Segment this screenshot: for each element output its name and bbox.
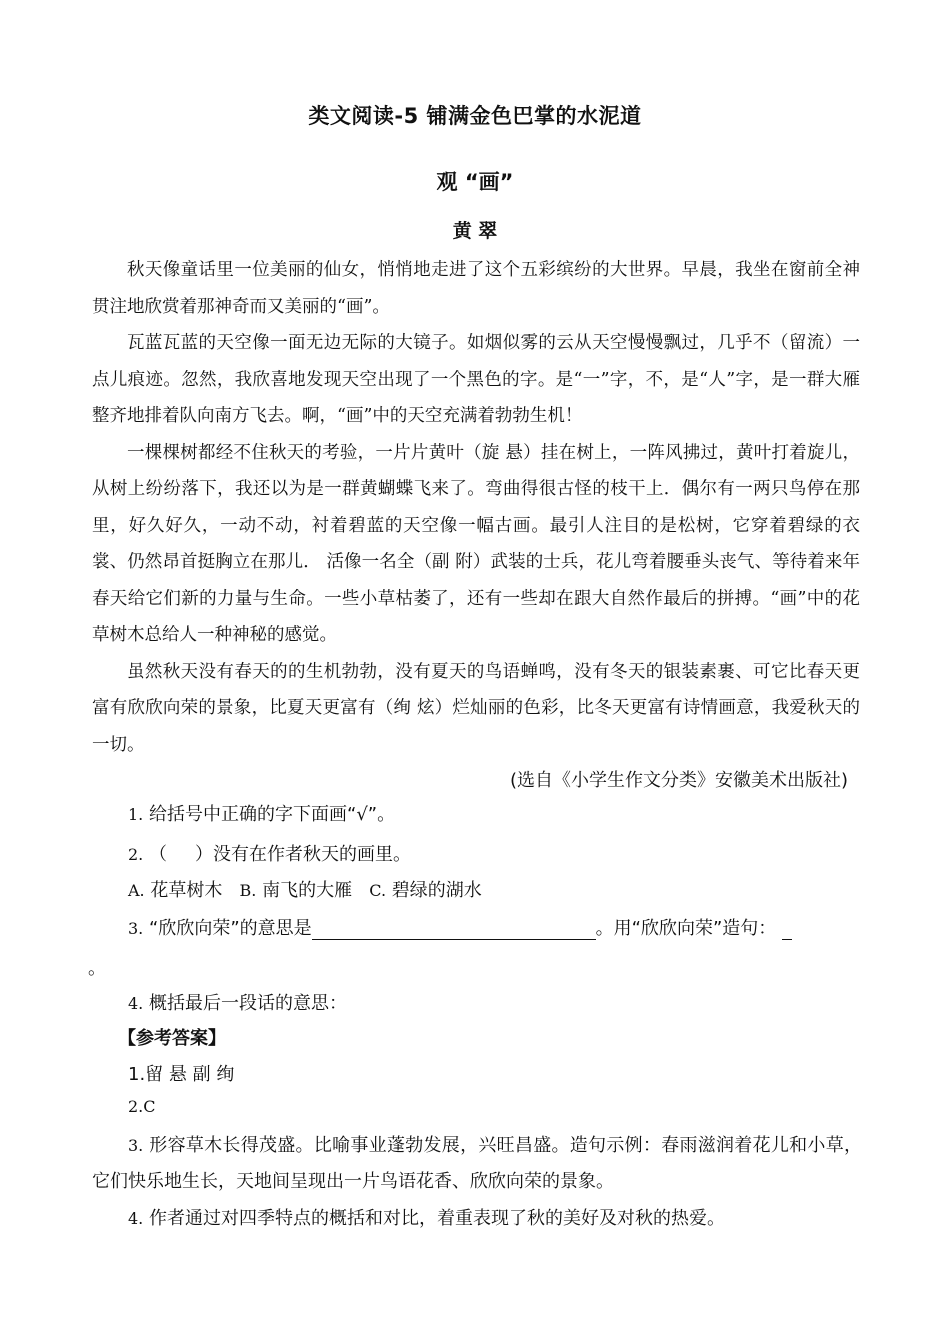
question-text: 给括号中正确的字下面画“√”。 <box>149 804 396 825</box>
option-text: 南飞的大雁 <box>262 880 353 901</box>
answer-blank[interactable] <box>312 918 596 940</box>
answer-text: 形容草木长得茂盛。比喻事业蓬勃发展，兴旺昌盛。造句示例：春雨滋润着花儿和小草，它们快乐地生长，天地间呈现出一片鸟语花香、欣欣向荣的景象。 <box>92 1135 862 1192</box>
option-letter: C. <box>369 881 387 900</box>
article-source: (选自《小学生作文分类》安徽美术出版社) <box>509 770 848 791</box>
article-paragraph: 秋天像童话里一位美丽的仙女，悄悄地走进了这个五彩缤纷的大世界。早晨，我坐在窗前全神贯注地欣赏着那神奇而又美丽的“画”。 <box>92 260 860 317</box>
answer-text: 作者通过对四季特点的概括和对比，着重表现了秋的美好及对秋的热爱。 <box>149 1208 725 1229</box>
question-number: 4. <box>128 994 144 1013</box>
question-3 <box>128 914 792 940</box>
option-text: 花草树木 <box>150 880 223 901</box>
question-number: 3. <box>128 919 144 938</box>
question-2 <box>128 840 411 866</box>
question-text: 。用“欣欣向荣”造句： <box>595 918 777 939</box>
question-number: 1. <box>128 805 144 824</box>
option-text: 碧绿的湖水 <box>391 880 482 901</box>
answer-3 <box>92 1128 862 1200</box>
question-text: “欣欣向荣”的意思是 <box>149 918 312 939</box>
answer-blank[interactable] <box>782 918 792 940</box>
paren-open: （ <box>149 844 167 865</box>
answer-1: 1.留 悬 副 绚 <box>128 1064 235 1085</box>
answer-number: 3. <box>128 1136 144 1155</box>
article-body <box>92 252 860 763</box>
article-paragraph: 一棵棵树都经不住秋天的考验，一片片黄叶（旋 悬）挂在树上，一阵风拂过，黄叶打着旋儿，从树上纷纷落下，我还以为是一群黄蝴蝶飞来了。弯曲得很古怪的枝干上．偶尔有一两只鸟停在那里，好久好久，一动不动，衬着碧蓝的天空像一幅古画。最引人注目的是松树，它穿着碧绿的衣裳、仍然昂首挺胸立在那儿． 活像一名全（副 附）武装的士兵，花儿弯着腰垂头丧气、等待着来年春天给它们新的力量与生命。一些小草枯萎了，还有一些却在跟大自然作最后的拼搏。“画”中的花草树木总给人一种神秘的感觉。 <box>92 442 860 645</box>
answer-4 <box>128 1204 725 1230</box>
answer-2: 2.C <box>128 1097 156 1116</box>
option-letter: A. <box>128 881 145 900</box>
question-text: 概括最后一段话的意思： <box>149 993 347 1014</box>
page-title: 类文阅读-5 铺满金色巴掌的水泥道 <box>308 104 642 128</box>
question-text: ）没有在作者秋天的画里。 <box>195 844 411 865</box>
question-number: 2. <box>128 845 144 864</box>
article-title: 观 “画” <box>436 170 514 194</box>
answer-heading: 【参考答案】 <box>118 1028 226 1049</box>
option-letter: B. <box>239 881 257 900</box>
answer-number: 4. <box>128 1209 144 1228</box>
question-4 <box>128 989 347 1015</box>
article-author: 黄 翠 <box>452 220 498 242</box>
question-2-options <box>128 876 482 902</box>
article-paragraph: 瓦蓝瓦蓝的天空像一面无边无际的大镜子。如烟似雾的云从天空慢慢飘过，几乎不（留流）一点儿痕迹。忽然，我欣喜地发现天空出现了一个黑色的字。是“一”字，不，是“人”字，是一群大雁整齐地排着队向南方飞去。啊，“画”中的天空充满着勃勃生机！ <box>92 333 860 426</box>
question-1 <box>128 800 395 826</box>
article-paragraph: 虽然秋天没有春天的的生机勃勃，没有夏天的鸟语蝉鸣，没有冬天的银装素裹、可它比春天更富有欣欣向荣的景象，比夏天更富有（绚 炫）烂灿丽的色彩，比冬天更富有诗情画意，我爱秋天的一切。 <box>92 661 860 755</box>
question-3-end: 。 <box>88 958 106 979</box>
